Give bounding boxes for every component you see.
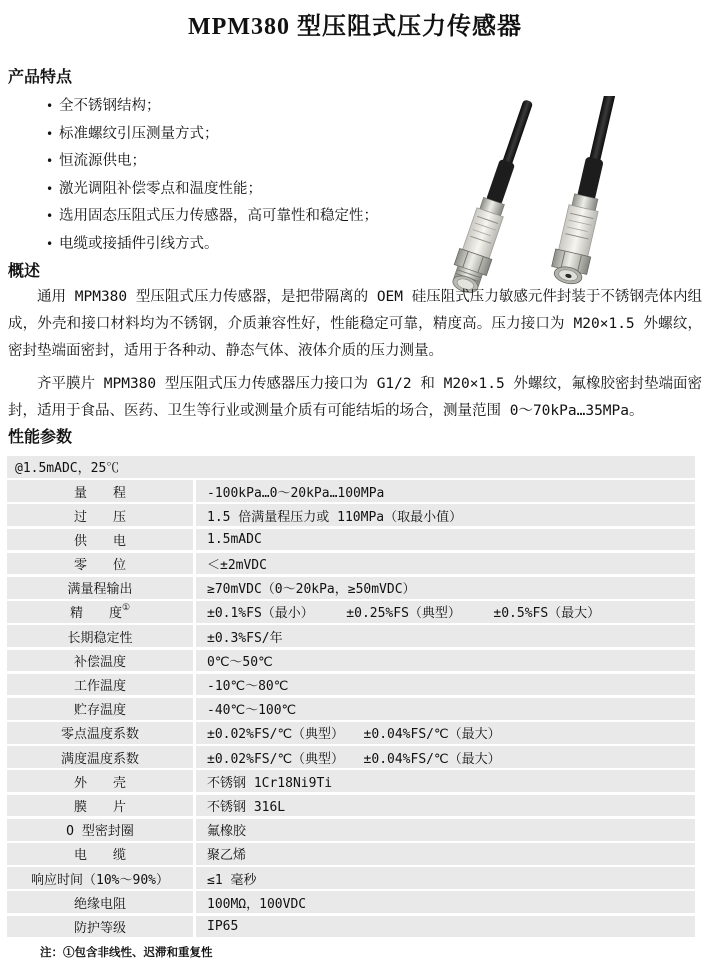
table-row bbox=[7, 843, 695, 865]
table-row bbox=[7, 746, 695, 768]
param-label: 满量程输出 bbox=[7, 577, 193, 599]
footnote: 注：①包含非线性、迟滞和重复性 bbox=[40, 945, 213, 959]
param-value: ±0.02%FS/℃（典型） ±0.04%FS/℃（最大） bbox=[196, 746, 695, 768]
table-row bbox=[7, 722, 695, 744]
param-label: 补偿温度 bbox=[7, 650, 193, 672]
param-label: 防护等级 bbox=[7, 916, 193, 938]
feature-item: • 选用固态压阻式压力传感器，高可靠性和稳定性； bbox=[46, 203, 378, 231]
param-value: 1.5mADC bbox=[196, 529, 695, 551]
pressure-sensors-image bbox=[446, 96, 702, 296]
overview-text bbox=[8, 284, 702, 431]
param-label: 零 位 bbox=[7, 553, 193, 575]
feature-list bbox=[46, 93, 378, 258]
table-row bbox=[7, 916, 695, 938]
param-label: 电 缆 bbox=[7, 843, 193, 865]
param-value: -100kPa…0～20kPa…100MPa bbox=[196, 480, 695, 502]
param-value: -40℃～100℃ bbox=[196, 698, 695, 720]
table-row bbox=[7, 577, 695, 599]
feature-item: • 全不锈钢结构； bbox=[46, 93, 378, 121]
table-row bbox=[7, 891, 695, 913]
parameter-table bbox=[7, 456, 695, 940]
table-row bbox=[7, 480, 695, 502]
feature-item: • 激光调阻补偿零点和温度性能； bbox=[46, 176, 378, 204]
param-label: 贮存温度 bbox=[7, 698, 193, 720]
param-value: 聚乙烯 bbox=[196, 843, 695, 865]
overview-paragraph: 齐平膜片 MPM380 型压阻式压力传感器压力接口为 G1/2 和 M20×1.5 外螺纹，氟橡胶密封垫端面密封，适用于食品、医药、卫生等行业或测量介质有可能结垢的场合，测量范围 0～70kPa…35MPa。 bbox=[8, 376, 702, 419]
section-heading-overview: 概述 bbox=[8, 263, 41, 280]
condition-cell: @1.5mADC，25℃ bbox=[7, 456, 695, 478]
param-value: IP65 bbox=[196, 916, 695, 938]
param-label: 外 壳 bbox=[7, 770, 193, 792]
param-label: 过 压 bbox=[7, 504, 193, 526]
param-label: 响应时间（10%～90%） bbox=[7, 867, 193, 889]
page-title: MPM380 型压阻式压力传感器 bbox=[188, 14, 522, 40]
param-label: 膜 片 bbox=[7, 795, 193, 817]
param-label-text: 精 度 bbox=[69, 606, 122, 622]
table-row bbox=[7, 529, 695, 551]
param-label: 满度温度系数 bbox=[7, 746, 193, 768]
param-value: 1.5 倍满量程压力或 110MPa（取最小值） bbox=[196, 504, 695, 526]
table-row bbox=[7, 601, 695, 623]
table-row bbox=[7, 504, 695, 526]
overview-paragraph: 通用 MPM380 型压阻式压力传感器，是把带隔离的 OEM 硅压阻式压力敏感元件封装于不锈钢壳体内组成，外壳和接口材料均为不锈钢，介质兼容性好，性能稳定可靠，精度高。压力接口为 M20×1.5 外螺纹，密封垫端面密封，适用于各种动、静态气体、液体介质的压力测量。 bbox=[8, 289, 702, 359]
table-row bbox=[7, 650, 695, 672]
feature-item: • 电缆或接插件引线方式。 bbox=[46, 231, 378, 259]
param-value: -10℃～80℃ bbox=[196, 674, 695, 696]
section-heading-features: 产品特点 bbox=[8, 69, 73, 86]
param-label: 绝缘电阻 bbox=[7, 891, 193, 913]
param-value: ±0.02%FS/℃（典型） ±0.04%FS/℃（最大） bbox=[196, 722, 695, 744]
table-row bbox=[7, 674, 695, 696]
param-value: 0℃～50℃ bbox=[196, 650, 695, 672]
param-label: O 型密封圈 bbox=[7, 819, 193, 841]
feature-item: • 标准螺纹引压测量方式； bbox=[46, 121, 378, 149]
feature-item: • 恒流源供电； bbox=[46, 148, 378, 176]
table-row bbox=[7, 819, 695, 841]
footnote-marker: ① bbox=[121, 603, 131, 614]
param-value: ≤1 毫秒 bbox=[196, 867, 695, 889]
table-row bbox=[7, 770, 695, 792]
param-label: 供 电 bbox=[7, 529, 193, 551]
param-label: 工作温度 bbox=[7, 674, 193, 696]
param-value: ±0.3%FS/年 bbox=[196, 625, 695, 647]
param-value: 不锈钢 316L bbox=[196, 795, 695, 817]
product-photo bbox=[446, 96, 702, 296]
param-value: ＜±2mVDC bbox=[196, 553, 695, 575]
section-heading-parameters: 性能参数 bbox=[8, 429, 73, 446]
param-label bbox=[7, 601, 193, 623]
param-label: 长期稳定性 bbox=[7, 625, 193, 647]
param-value: ±0.1%FS（最小） ±0.25%FS（典型） ±0.5%FS（最大） bbox=[196, 601, 695, 623]
table-row bbox=[7, 795, 695, 817]
param-value: ≥70mVDC（0～20kPa，≥50mVDC） bbox=[196, 577, 695, 599]
table-row bbox=[7, 625, 695, 647]
param-value: 100MΩ，100VDC bbox=[196, 891, 695, 913]
table-condition-row bbox=[7, 456, 695, 478]
table-row bbox=[7, 867, 695, 889]
table-row bbox=[7, 553, 695, 575]
table-row bbox=[7, 698, 695, 720]
param-label: 量 程 bbox=[7, 480, 193, 502]
param-value: 不锈钢 1Cr18Ni9Ti bbox=[196, 770, 695, 792]
param-label: 零点温度系数 bbox=[7, 722, 193, 744]
param-value: 氟橡胶 bbox=[196, 819, 695, 841]
